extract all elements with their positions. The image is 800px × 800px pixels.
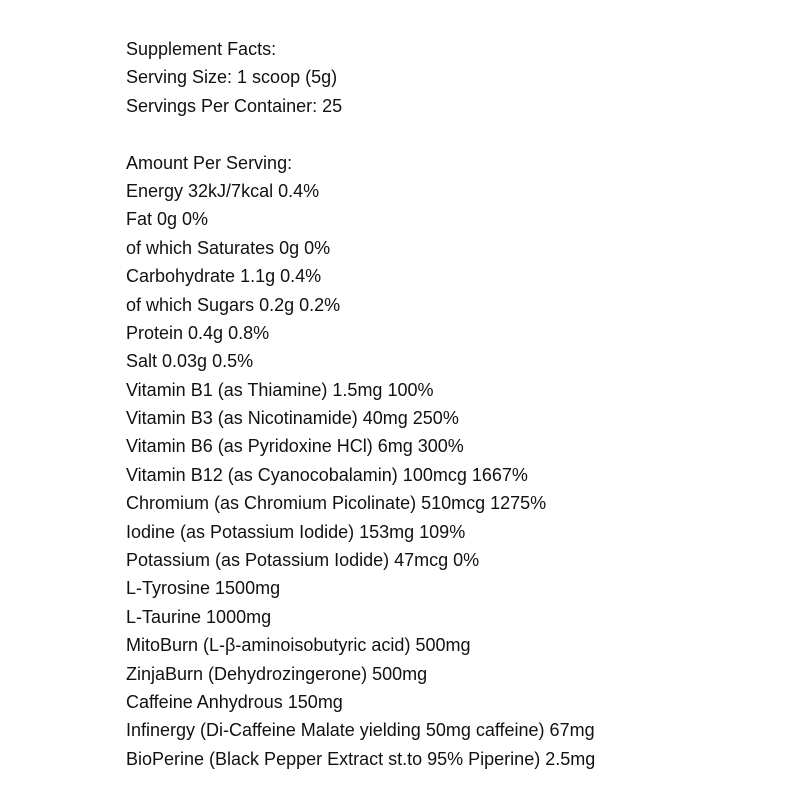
nutrient-chromium: Chromium (as Chromium Picolinate) 510mcg 1275% bbox=[126, 493, 547, 514]
nutrient-potassium: Potassium (as Potassium Iodide) 47mcg 0% bbox=[126, 550, 480, 571]
ingredient-l-taurine: L-Taurine 1000mg bbox=[126, 606, 272, 627]
serving-size: Serving Size: 1 scoop (5g) bbox=[126, 67, 338, 88]
nutrient-carbohydrate: Carbohydrate 1.1g 0.4% bbox=[126, 266, 322, 287]
supplement-facts-document bbox=[126, 35, 595, 773]
nutrient-salt: Salt 0.03g 0.5% bbox=[126, 351, 254, 372]
nutrient-energy: Energy 32kJ/7kcal 0.4% bbox=[126, 180, 320, 201]
nutrient-vitamin-b3: Vitamin B3 (as Nicotinamide) 40mg 250% bbox=[126, 408, 459, 429]
nutrient-iodine: Iodine (as Potassium Iodide) 153mg 109% bbox=[126, 521, 466, 542]
document-title: Supplement Facts: bbox=[126, 39, 277, 59]
nutrient-saturates: of which Saturates 0g 0% bbox=[126, 237, 331, 258]
nutrient-vitamin-b1: Vitamin B1 (as Thiamine) 1.5mg 100% bbox=[126, 379, 434, 400]
nutrient-protein: Protein 0.4g 0.8% bbox=[126, 322, 270, 343]
amount-per-serving-heading: Amount Per Serving: bbox=[126, 152, 293, 173]
nutrient-sugars: of which Sugars 0.2g 0.2% bbox=[126, 294, 341, 315]
ingredient-bioperine: BioPerine (Black Pepper Extract st.to 95% Piperine) 2.5mg bbox=[126, 748, 596, 769]
ingredient-caffeine-anhydrous: Caffeine Anhydrous 150mg bbox=[126, 691, 343, 712]
ingredient-l-tyrosine: L-Tyrosine 1500mg bbox=[126, 578, 281, 599]
nutrient-vitamin-b12: Vitamin B12 (as Cyanocobalamin) 100mcg 1667% bbox=[126, 464, 528, 485]
nutrient-list bbox=[126, 177, 595, 773]
ingredient-infinergy: Infinergy (Di-Caffeine Malate yielding 50mg caffeine) 67mg bbox=[126, 720, 595, 741]
ingredient-zinjaburn: ZinjaBurn (Dehydrozingerone) 500mg bbox=[126, 663, 428, 684]
nutrient-vitamin-b6: Vitamin B6 (as Pyridoxine HCl) 6mg 300% bbox=[126, 436, 464, 457]
ingredient-mitoburn: MitoBurn (L-β-aminoisobutyric acid) 500mg bbox=[126, 635, 471, 656]
nutrient-fat: Fat 0g 0% bbox=[126, 209, 209, 230]
servings-per-container: Servings Per Container: 25 bbox=[126, 95, 343, 116]
blank-line bbox=[126, 120, 595, 148]
